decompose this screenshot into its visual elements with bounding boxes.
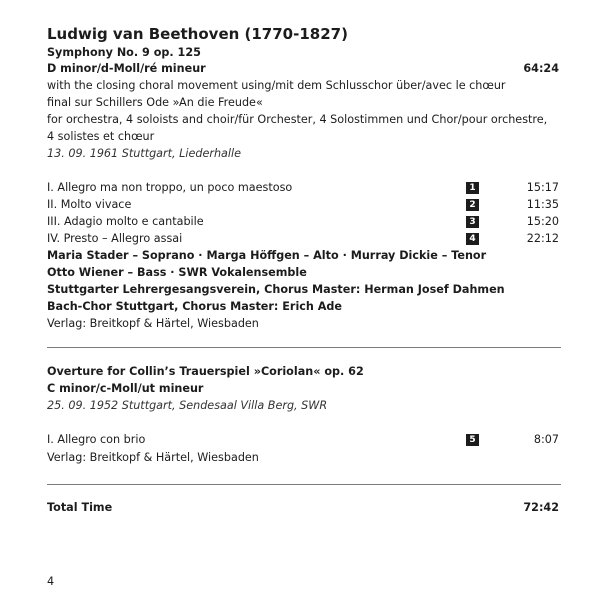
- composer-heading: Ludwig van Beethoven (1770-1827): [47, 25, 348, 43]
- total-time-value: 72:42: [523, 501, 559, 514]
- symphony-recording-info: 13. 09. 1961 Stuttgart, Liederhalle: [47, 147, 241, 160]
- track-title: I. Allegro con brio: [47, 433, 146, 446]
- total-time-label: Total Time: [47, 501, 113, 514]
- track-time: 11:35: [526, 198, 559, 211]
- track-title: IV. Presto – Allegro assai: [47, 232, 183, 245]
- track-title: II. Molto vivace: [47, 198, 132, 211]
- track-time: 15:20: [526, 215, 559, 228]
- track-time: 8:07: [533, 433, 559, 446]
- symphony-title: Symphony No. 9 op. 125: [47, 46, 201, 59]
- overture-recording-info: 25. 09. 1952 Stuttgart, Sendesaal Villa Berg, SWR: [47, 399, 328, 412]
- track-number-badge: 2: [466, 199, 479, 211]
- track-number-badge: 4: [466, 233, 479, 245]
- section-divider: [47, 484, 561, 485]
- publisher: Verlag: Breitkopf & Härtel, Wiesbaden: [47, 451, 259, 464]
- performer-line: Bach-Chor Stuttgart, Chorus Master: Erich Ade: [47, 300, 343, 313]
- performer-line: Otto Wiener – Bass · SWR Vokalensemble: [47, 266, 307, 279]
- overture-key: C minor/c-Moll/ut mineur: [47, 382, 204, 395]
- track-number-badge: 3: [466, 216, 479, 228]
- track-number-badge: 1: [466, 182, 479, 194]
- track-time: 15:17: [526, 181, 559, 194]
- performer-line: Maria Stader – Soprano · Marga Höffgen – Alto · Murray Dickie – Tenor: [47, 249, 487, 262]
- performer-line: Stuttgarter Lehrergesangsverein, Chorus Master: Herman Josef Dahmen: [47, 283, 505, 296]
- section-divider: [47, 347, 561, 348]
- symphony-desc-line: with the closing choral movement using/mit dem Schlusschor über/avec le chœur: [47, 79, 506, 92]
- publisher: Verlag: Breitkopf & Härtel, Wiesbaden: [47, 317, 259, 330]
- overture-title: Overture for Collin’s Trauerspiel »Coriolan« op. 62: [47, 365, 364, 378]
- track-number-badge: 5: [466, 434, 479, 446]
- symphony-key: D minor/d-Moll/ré mineur: [47, 62, 206, 75]
- track-title: I. Allegro ma non troppo, un poco maestoso: [47, 181, 293, 194]
- symphony-desc-line: final sur Schillers Ode »An die Freude«: [47, 96, 263, 109]
- page-number: 4: [47, 575, 55, 588]
- symphony-desc-line: 4 solistes et chœur: [47, 130, 155, 143]
- symphony-duration: 64:24: [523, 62, 559, 75]
- track-time: 22:12: [526, 232, 559, 245]
- track-title: III. Adagio molto e cantabile: [47, 215, 204, 228]
- symphony-desc-line: for orchestra, 4 soloists and choir/für Orchester, 4 Solostimmen und Chor/pour orchestre,: [47, 113, 548, 126]
